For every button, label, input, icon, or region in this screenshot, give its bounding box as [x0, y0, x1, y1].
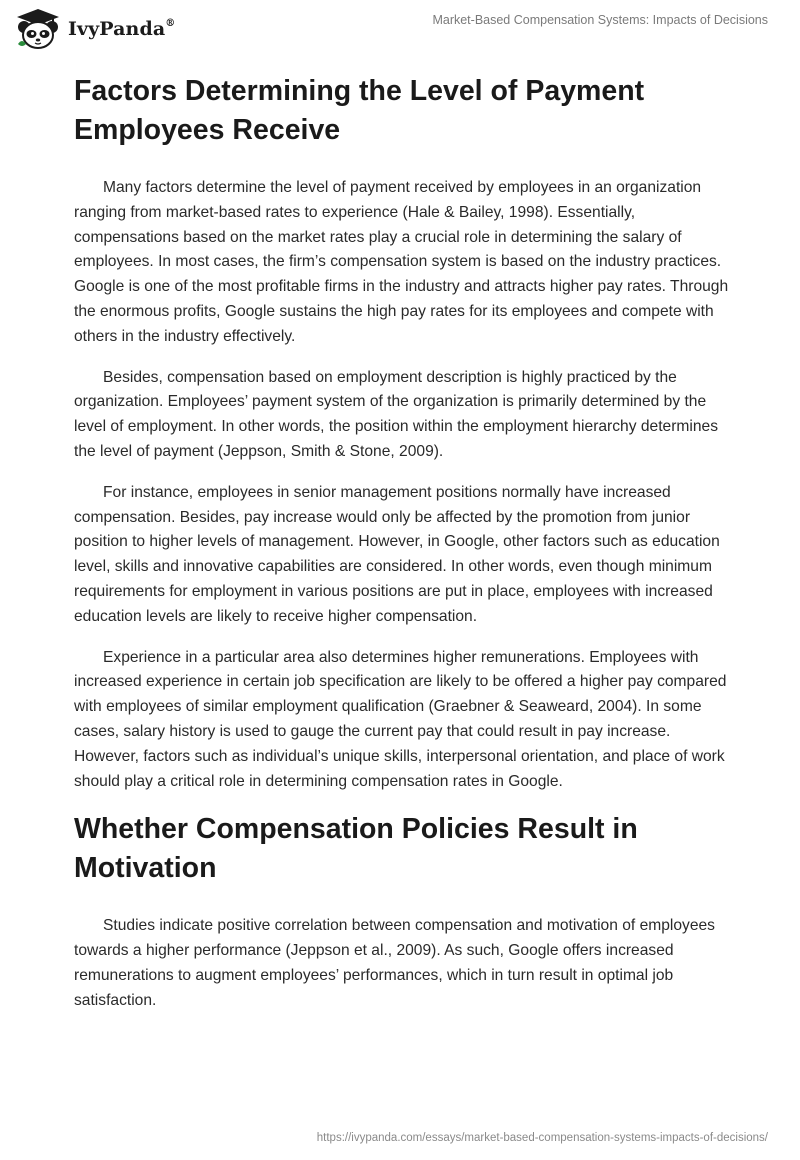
- section-heading-motivation: Whether Compensation Policies Result in Motivation: [74, 813, 638, 885]
- brand-name: IvyPanda®: [68, 17, 176, 40]
- document-title: Market-Based Compensation Systems: Impacts of Decisions: [432, 13, 768, 27]
- page-header: [0, 0, 800, 62]
- paragraph: Besides, compensation based on employment description is highly practiced by the organization. Employees’ payment system of the organization is primarily determined by the level of employment. In other words, the position within the employment hierarchy determines the level of payment (Jeppson, Smith & Stone, 2009).: [74, 368, 718, 460]
- essay-content: [74, 72, 730, 1030]
- section-heading-payment-factors: Factors Determining the Level of Payment Employees Receive: [74, 75, 645, 146]
- paragraph: For instance, employees in senior management positions normally have increased compensation. Besides, pay increase would only be affected by the promotion from junior position to higher levels of management. However, in Google, other factors such as education level, skills and innovative capabilities are considered. In other words, even though minimum requirements for employment in various positions are put in place, employees with increased education levels are likely to receive higher compensation.: [74, 483, 720, 625]
- source-url[interactable]: https://ivypanda.com/essays/market-based-compensation-systems-impacts-of-decisions/: [316, 1132, 768, 1144]
- paragraph: Experience in a particular area also determines higher remunerations. Employees with increased experience in certain job specification are likely to be offered a higher pay compared with employees of similar employment qualification (Graebner & Seaweard, 2004). In some cases, salary history is used to gauge the current pay that could result in pay increase. However, factors such as individual’s unique skills, interpersonal orientation, and place of work should play a critical role in determining compensation rates in Google.: [74, 648, 727, 790]
- paragraph: Studies indicate positive correlation between compensation and motivation of employees towards a higher performance (Jeppson et al., 2009). As such, Google offers increased remunerations to augment employees’ performances, which in turn result in optimal job satisfaction.: [74, 917, 715, 1009]
- panda-graduate-icon: [14, 8, 62, 50]
- ivypanda-logo[interactable]: [14, 8, 175, 50]
- paragraph: Many factors determine the level of payment received by employees in an organization ranging from market-based rates to experience (Hale & Bailey, 1998). Essentially, compensations based on the market rates play a crucial role in determining the salary of employees. In most cases, the firm’s compensation system is based on the industry practices. Google is one of the most profitable firms in the industry and attracts higher pay rates. Through the enormous profits, Google sustains the high pay rates for its employees and compete with others in the industry effectively.: [74, 179, 729, 345]
